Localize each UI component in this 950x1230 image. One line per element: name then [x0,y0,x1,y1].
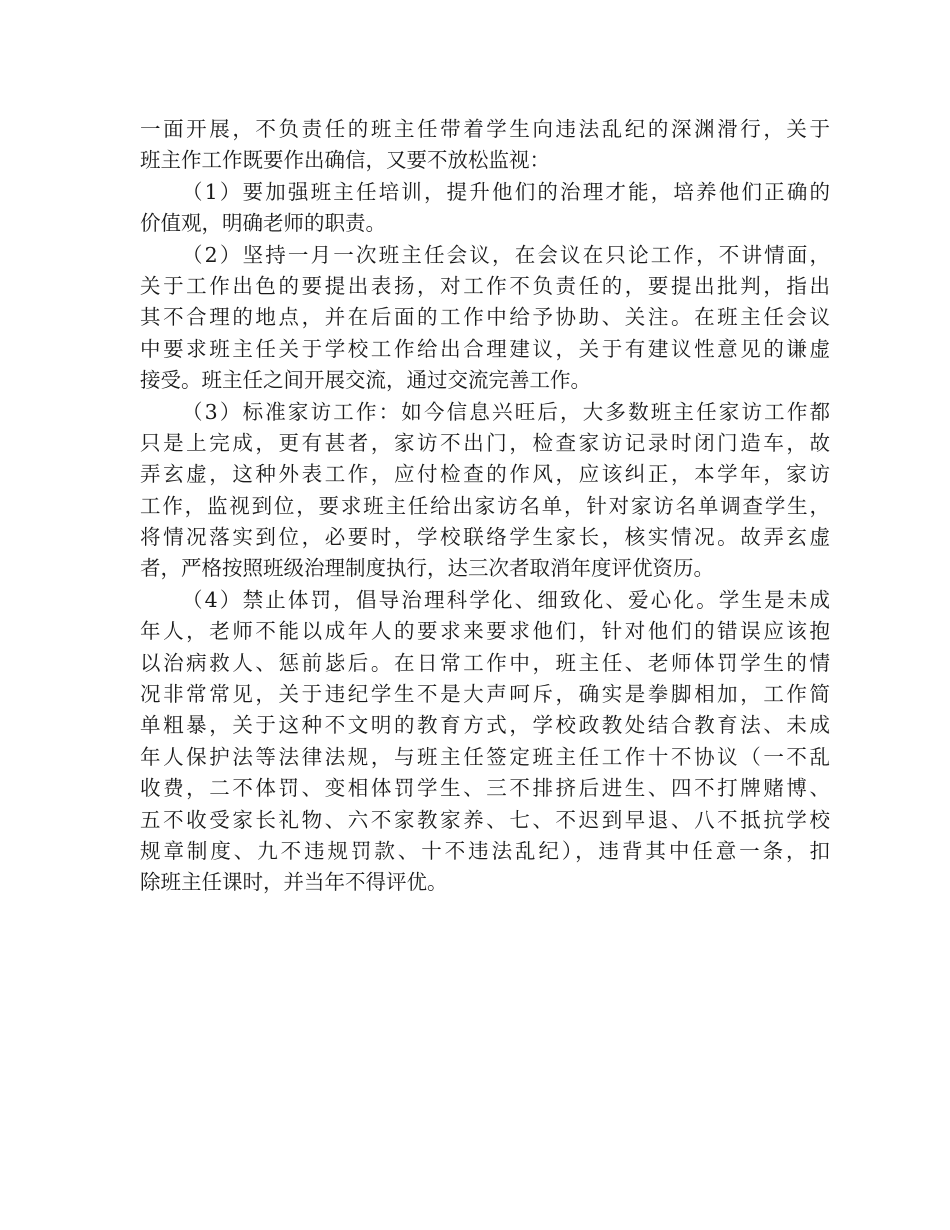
text-line: 一面开展，不负责任的班主任带着学生向违法乱纪的深渊滑行，关于 [140,117,830,141]
text-line: 五不收受家长礼物、六不家教家养、七、不迟到早退、八不抵抗学校 [140,807,830,832]
paragraph-item-1 [140,177,830,240]
text-line: 将情况落实到位，必要时，学校联络学生家长，核实情况。故弄玄虚 [140,525,830,550]
text-line: 中要求班主任关于学校工作给出合理建议，关于有建议性意见的谦虚 [140,336,830,361]
text-line: 其不合理的地点，并在后面的工作中给予协助、关注。在班主任会议 [140,305,830,330]
text-line: （3）标准家访工作：如今信息兴旺后，大多数班主任家访工作都 [182,399,830,424]
paragraph-item-4 [140,585,830,899]
paragraph-intro [140,114,830,177]
text-line: 弄玄虚，这种外表工作，应付检查的作风，应该纠正，本学年，家访 [140,462,830,487]
text-line: 工作，监视到位，要求班主任给出家访名单，针对家访名单调查学生， [140,493,830,518]
paragraph-item-2 [140,240,830,397]
text-line: 除班主任课时，并当年不得评优。 [140,870,448,895]
text-line: 价值观，明确老师的职责。 [140,211,386,236]
text-line: 规章制度、九不违规罚款、十不违法乱纪），违背其中任意一条，扣 [140,838,830,863]
text-line: 者，严格按照班级治理制度执行，达三次者取消年度评优资历。 [140,556,714,581]
body-text [140,114,830,899]
text-line: 班主作工作既要作出确信，又要不放松监视： [140,148,550,173]
text-line: 年人保护法等法律法规，与班主任签定班主任工作十不协议（一不乱 [140,744,830,769]
text-line: 年人，老师不能以成年人的要求来要求他们，针对他们的错误应该抱 [140,619,830,644]
text-line: 接受。班主任之间开展交流，通过交流完善工作。 [140,368,591,393]
text-line: （2）坚持一月一次班主任会议，在会议在只论工作，不讲情面， [182,242,830,267]
text-line: （1）要加强班主任培训，提升他们的治理才能，培养他们正确的 [182,179,830,204]
text-line: 只是上完成，更有甚者，家访不出门，检查家访记录时闭门造车，故 [140,430,830,455]
text-line: 收费，二不体罚、变相体罚学生、三不排挤后进生、四不打牌赌博、 [140,776,830,801]
text-line: （4）禁止体罚，倡导治理科学化、细致化、爱心化。学生是未成 [182,587,830,612]
paragraph-item-3 [140,397,830,585]
text-line: 以治病救人、惩前毖后。在日常工作中，班主任、老师体罚学生的情 [140,650,830,675]
text-line: 况非常常见，关于违纪学生不是大声呵斥，确实是拳脚相加，工作简 [140,682,830,707]
text-line: 关于工作出色的要提出表扬，对工作不负责任的，要提出批判，指出 [140,273,830,298]
text-line: 单粗暴，关于这种不文明的教育方式，学校政教处结合教育法、未成 [140,713,830,738]
